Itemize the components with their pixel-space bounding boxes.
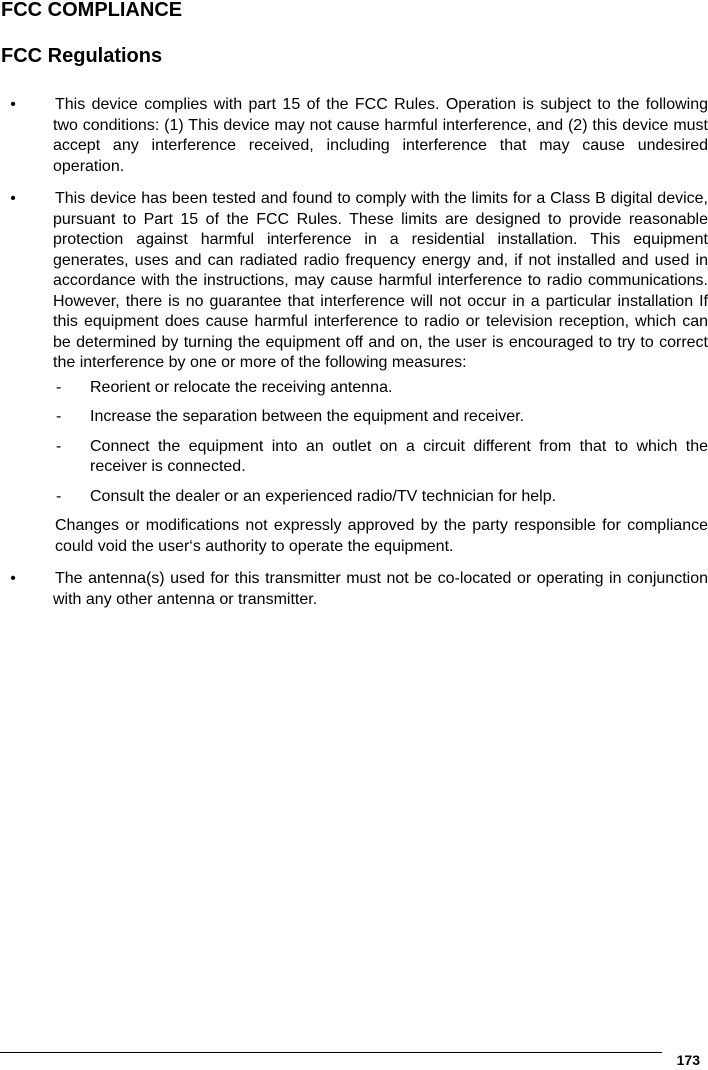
bullet-item-part15 xyxy=(0,95,708,177)
section-title: FCC Regulations xyxy=(1,45,163,67)
measure-item xyxy=(53,437,708,478)
bullet-text: This device has been tested and found to comply with the limits for a Class B digital device, pursuant to Part 15 of the FCC Rules. These limits are designed to provide reasonable protection against harmful interference in a residential installation. This equipment generates, uses and can radiated radio frequency energy and, if not installed and used in accordance with the instructions, may cause harmful interference to radio communications. However, there is no guarantee that interference will not occur in a particular installation If this equipment does cause harmful interference to radio or television reception, which can be determined by turning the equipment off and on, the user is encouraged to try to correct the interference by one or more of the following measures: xyxy=(53,190,708,371)
dash-icon: - xyxy=(56,487,62,505)
bullet-icon: • xyxy=(10,570,16,587)
page-number: 173 xyxy=(676,1052,700,1068)
measures-list xyxy=(53,378,708,508)
bullet-icon: • xyxy=(10,96,16,113)
dash-icon: - xyxy=(56,378,62,396)
measure-text: Increase the separation between the equipment and receiver. xyxy=(90,408,525,425)
measure-text: Reorient or relocate the receiving antenna. xyxy=(90,378,393,396)
bullet-item-antenna xyxy=(0,569,708,610)
measure-item xyxy=(53,378,708,399)
page-title: FCC COMPLIANCE xyxy=(1,0,183,21)
measure-text: Consult the dealer or an experienced radio/TV technician for help. xyxy=(90,487,557,505)
regulations-content xyxy=(0,95,708,622)
measure-text: Connect the equipment into an outlet on a circuit different from that to which the receiver is connected. xyxy=(90,437,708,475)
dash-icon: - xyxy=(56,408,62,425)
bullet-text: The antenna(s) used for this transmitter must not be co-located or operating in conjunction with any other antenna or transmitter. xyxy=(53,570,708,608)
measure-item xyxy=(53,487,708,508)
dash-icon: - xyxy=(56,437,62,455)
bullet-item-class-b xyxy=(0,189,708,557)
measure-item xyxy=(53,407,708,428)
modification-note: Changes or modifications not expressly approved by the party responsible for compliance could void the user‘s authority to operate the equipment. xyxy=(55,517,708,555)
bullet-text: This device complies with part 15 of the FCC Rules. Operation is subject to the following two conditions: (1) This device may not cause harmful interference, and (2) this device must accept any interference received, including interference that may cause undesired operation. xyxy=(53,96,708,175)
footer-divider xyxy=(0,1052,662,1053)
bullet-icon: • xyxy=(10,190,16,207)
